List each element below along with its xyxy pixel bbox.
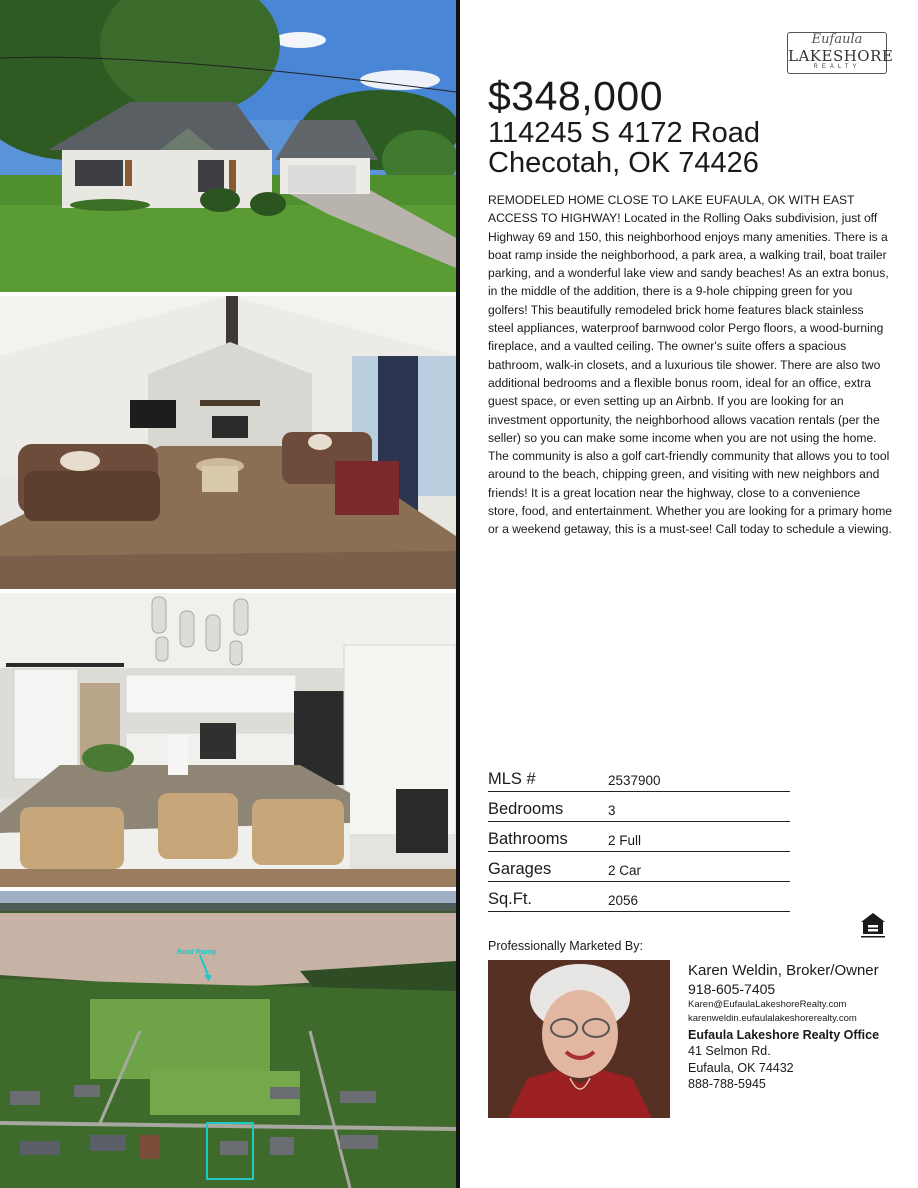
address-street: 114245 S 4172 Road: [488, 117, 760, 149]
fact-label: Bathrooms: [488, 830, 568, 848]
fact-label: Garages: [488, 860, 552, 878]
address-city: Checotah, OK 74426: [488, 147, 759, 179]
house-exterior-photo: [0, 0, 456, 292]
marketed-by-heading: Professionally Marketed By:: [488, 939, 643, 953]
fact-value: 2056: [608, 893, 639, 908]
fact-value: 2 Car: [608, 863, 642, 878]
fact-label: Bedrooms: [488, 800, 564, 818]
agent-portrait: [488, 960, 670, 1118]
fact-row-sqft: [488, 882, 790, 912]
boat-ramp-label: Boat Ramp: [177, 947, 217, 956]
logo-sub-text: REALTY: [813, 64, 861, 70]
fact-row-bedrooms: [488, 792, 790, 822]
living-room-photo: [0, 296, 456, 589]
agent-phone[interactable]: 918-605-7405: [688, 981, 776, 997]
equal-housing-opportunity-icon: [858, 910, 888, 940]
kitchen-photo: [0, 593, 456, 887]
logo-script-text: Eufaula: [811, 32, 863, 47]
aerial-photo: [0, 891, 456, 1188]
office-phone[interactable]: 888-788-5945: [688, 1077, 766, 1091]
fact-value: 3: [608, 803, 616, 818]
fact-label: Sq.Ft.: [488, 890, 533, 908]
listing-price: $348,000: [488, 73, 664, 119]
office-city: Eufaula, OK 74432: [688, 1060, 794, 1075]
agent-name: Karen Weldin, Broker/Owner: [688, 962, 879, 979]
office-name: Eufaula Lakeshore Realty Office: [688, 1028, 880, 1042]
fact-value: 2537900: [608, 773, 661, 788]
column-divider: [456, 0, 460, 1188]
fact-row-mls: [488, 762, 790, 792]
photo-column: [0, 0, 456, 1188]
listing-description: REMODELED HOME CLOSE TO LAKE EUFAULA, OK WITH EAST ACCESS TO HIGHWAY! Located in the Rolling Oaks subdivision, just off Highway 69 and 150, this neighborhood enjoys many amenities. There is a boat ramp inside the neighborhood, a park area, a walking trail, boat trailer parking, and a wonderful lake view and sandy beaches! As an extra bonus, in the middle of the addition, there is a 9-hole chipping green for you golfers! This beautifully remodeled brick home features black stainless steel appliances, waterproof barnwood color Pergo floors, a wood-burning fireplace, and a vaulted ceiling. The owner's suite offers a spacious bathroom, walk-in closets, and a luxurious tile shower. There are also two additional bedrooms and a flexible bonus room, ideal for an office, extra guest space, or even setting up an Airbnb. If you are looking for an investment opportunity, the neighborhood allows vacation rentals (per the seller) so you can make some income when you are not using the home. The community is also a golf cart-friendly community that allows you to tool around to the beach, chipping green, and visiting with new neighbors and friends! It is a great location near the highway, close to a convenience store, food, and entertainment. Whether you are looking for a primary home or a weekend getaway, this is a must-see! Call today to schedule a viewing.: [488, 193, 893, 537]
fact-label: MLS #: [488, 770, 536, 788]
office-street: 41 Selmon Rd.: [688, 1044, 771, 1058]
property-facts-table: [488, 762, 790, 912]
fact-value: 2 Full: [608, 833, 642, 848]
agent-contact-block: [688, 961, 898, 1093]
logo-main-text: LAKESHORE: [788, 47, 894, 65]
brokerage-logo: [787, 32, 894, 74]
fact-row-garages: [488, 852, 790, 882]
fact-row-bathrooms: [488, 822, 790, 852]
agent-email[interactable]: Karen@EufaulaLakeshoreRealty.com: [688, 999, 847, 1010]
agent-website[interactable]: karenweldin.eufaulalakeshorerealty.com: [688, 1013, 857, 1024]
